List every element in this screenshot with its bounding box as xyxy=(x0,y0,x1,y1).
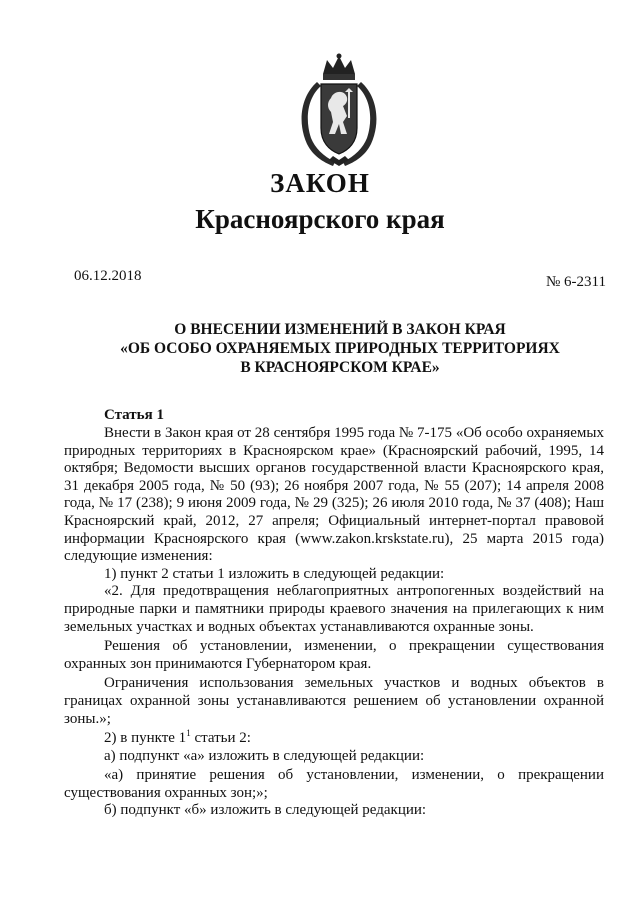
law-number: № 6-2311 xyxy=(546,274,606,290)
heading-line-3: В КРАСНОЯРСКОМ КРАЕ» xyxy=(240,359,440,376)
law-date: 06.12.2018 xyxy=(74,268,142,284)
law-title: ЗАКОН xyxy=(270,168,370,198)
heading-line-2: «ОБ ОСОБО ОХРАНЯЕМЫХ ПРИРОДНЫХ ТЕРРИТОРИЯХ xyxy=(120,340,560,357)
law-region: Красноярского края xyxy=(195,204,445,234)
coat-of-arms-icon xyxy=(293,52,385,170)
paragraph-2: 1) пункт 2 статьи 1 изложить в следующей редакции: xyxy=(104,565,445,582)
article-title: Статья 1 xyxy=(104,407,164,423)
paragraph-5: Ограничения использования земельных участков и водных объектов в границах охранной зоны устанавливаются решением об установлении охранной зоны.»; xyxy=(64,675,604,727)
paragraph-4: Решения об установлении, изменении, о прекращении существования охранных зон принимаются Губернатором края. xyxy=(64,638,604,672)
paragraph-6-end: статьи 2: xyxy=(190,730,251,747)
paragraph-6-start: 2) в пункте 1 xyxy=(104,730,187,747)
heading-line-1: О ВНЕСЕНИИ ИЗМЕНЕНИЙ В ЗАКОН КРАЯ xyxy=(174,321,506,338)
paragraph-9: б) подпункт «б» изложить в следующей редакции: xyxy=(104,802,427,819)
paragraph-3: «2. Для предотвращения неблагоприятных антропогенных воздействий на природные парки и памятники природы краевого значения на прилегающих к ним земельных участках и водных объектах устанавливаются охранные зоны. xyxy=(64,583,604,635)
paragraph-6-superscript: 1 xyxy=(186,728,191,739)
article-body xyxy=(64,425,604,820)
paragraph-7: а) подпункт «а» изложить в следующей редакции: xyxy=(104,747,425,764)
paragraph-6 xyxy=(64,730,604,748)
paragraph-1: Внести в Закон края от 28 сентября 1995 года № 7-175 «Об особо охраняемых природных территориях в Красноярском крае» (Красноярский рабочий, 1995, 14 октября; Ведомости высших органов государственной власти Красноярского края, 31 декабря 2005 года, № 50 (93); 26 ноября 2007 года, № 55 (207); 14 апреля 2008 года, № 17 (238); 9 июня 2009 года, № 29 (325); 26 июля 2010 года, № 37 (408); Наш Красноярский край, 2012, 27 апреля; Официальный интернет-портал правовой информации Красноярского края (www.zakon.krskstate.ru), 25 марта 2015 года) следующие изменения: xyxy=(64,425,604,565)
paragraph-8: «а) принятие решения об установлении, изменении, о прекращении существования охранных зон;»; xyxy=(64,767,604,801)
law-heading xyxy=(60,320,620,377)
